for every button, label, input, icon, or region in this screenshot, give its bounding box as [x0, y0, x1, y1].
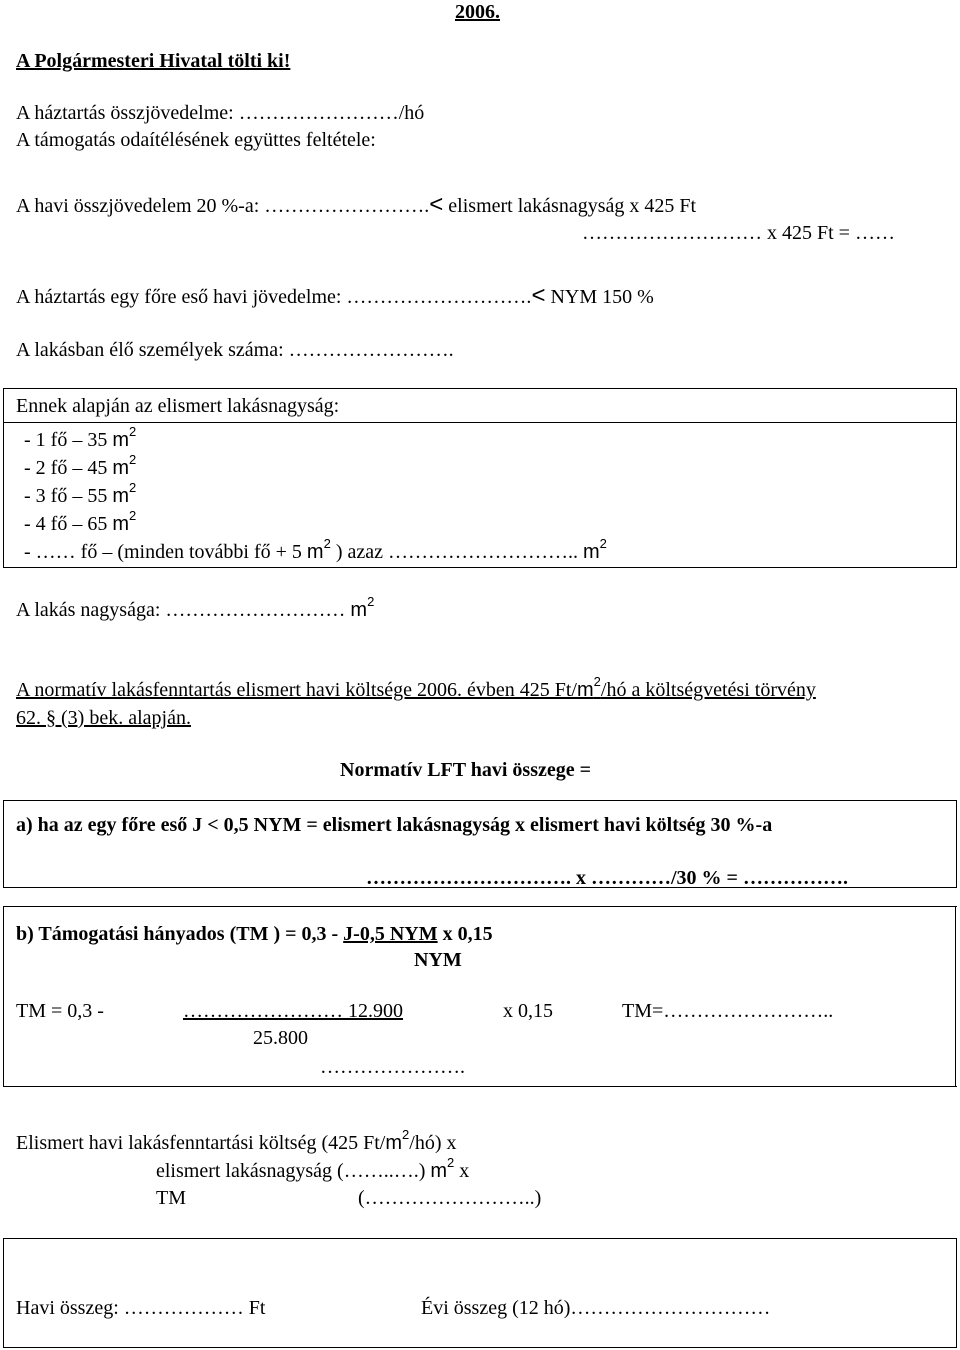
normative-cost-line	[16, 674, 816, 701]
unit-sup: 2	[599, 536, 607, 552]
unit-m: m	[112, 429, 129, 451]
yearly-amount: Évi összeg (12 hó)…………………………	[421, 1297, 771, 1319]
normative-cost-tail: /hó a költségvetési törvény	[600, 679, 816, 701]
office-title: A Polgármesteri Hivatal tölti ki!	[16, 50, 291, 72]
nym-threshold: NYM 150 %	[545, 286, 654, 308]
unit-sup: 2	[129, 480, 137, 496]
box-divider	[3, 422, 957, 423]
unit-m: m	[385, 1132, 403, 1154]
tm-box-top	[3, 906, 957, 907]
legal-reference: 62. § (3) bek. alapján.	[16, 707, 191, 729]
summary-tm-value: (……………………..)	[358, 1187, 542, 1209]
summary-size-text: elismert lakásnagyság (……..….)	[156, 1160, 431, 1182]
less-than-sign: <	[531, 282, 546, 309]
formula-result-line: ……………………… x 425 Ft = ……	[582, 222, 895, 244]
unit-m: m	[112, 485, 129, 507]
tm-calc-dots: ………………….	[320, 1056, 465, 1078]
year-label: 2006.	[455, 1, 500, 23]
unit-sup: 2	[129, 424, 137, 440]
unit-m: m	[582, 541, 600, 563]
summary-tm-label: TM	[156, 1187, 186, 1209]
tm-calc-denominator: 25.800	[253, 1027, 308, 1049]
size-row-2	[24, 452, 137, 479]
per-capita-income-line	[16, 284, 654, 308]
size-row-4	[24, 508, 137, 535]
summary-cost-text: Elismert havi lakásfenntartási költség (425 Ft/	[16, 1132, 386, 1154]
size-row-text: - 4 fő – 65	[24, 513, 113, 535]
unit-sup: 2	[402, 1127, 410, 1143]
additional-person-text: - …… fő – (minden további fő + 5	[24, 541, 307, 563]
unit-sup: 2	[367, 594, 375, 610]
monthly-income-20pct-line	[16, 193, 696, 217]
tm-calc-lhs: TM = 0,3 -	[16, 1000, 104, 1022]
unit-sup: 2	[593, 674, 601, 690]
unit-m: m	[430, 1160, 448, 1182]
unit-sup: 2	[323, 536, 331, 552]
tm-box-left	[3, 906, 4, 1086]
summary-line-1	[16, 1127, 457, 1154]
tm-calc-result: TM=……………………..	[622, 1000, 834, 1022]
flat-size-text: A lakás nagysága: ………………………	[16, 599, 351, 621]
totals-box	[3, 1238, 957, 1348]
lft-heading: Normatív LFT havi összege =	[340, 759, 592, 781]
household-income-line: A háztartás összjövedelme: ……………………/hó	[16, 102, 425, 124]
unit-m: m	[577, 679, 594, 701]
unit-m: m	[306, 541, 324, 563]
persons-count-line: A lakásban élő személyek száma: …………………….	[16, 339, 454, 361]
lft-a-condition: a) ha az egy főre eső J < 0,5 NYM = elismert lakásnagyság x elismert havi költség 30 %-a	[16, 814, 773, 836]
tm-calc-numerator: …………………… 12.900	[183, 1000, 403, 1022]
unit-m: m	[112, 457, 129, 479]
size-row-text: - 3 fő – 55	[24, 485, 113, 507]
size-row-text: - 1 fő – 35	[24, 429, 113, 451]
tm-box-bottom	[3, 1086, 957, 1087]
tm-formula	[16, 924, 493, 944]
total-size-text: ) azaz ………………………..	[330, 541, 583, 563]
unit-sup: 2	[129, 452, 137, 468]
size-row-text: - 2 fő – 45	[24, 457, 113, 479]
normative-cost-text: A normatív lakásfenntartás elismert havi költsége 2006. évben 425 Ft/	[16, 679, 577, 701]
per-capita-income-text: A háztartás egy főre eső havi jövedelme: ……………………….	[16, 286, 532, 308]
recognized-size-title: Ennek alapján az elismert lakásnagyság:	[16, 395, 340, 417]
summary-size-tail: x	[454, 1160, 470, 1182]
size-row-additional	[24, 536, 607, 563]
unit-sup: 2	[129, 508, 137, 524]
summary-cost-tail: /hó) x	[409, 1132, 457, 1154]
less-than-sign: <	[429, 191, 444, 218]
recognized-size-formula: elismert lakásnagyság x 425 Ft	[443, 195, 697, 217]
tm-calc-factor: x 0,15	[503, 1000, 553, 1022]
flat-size-line	[16, 594, 375, 621]
unit-sup: 2	[447, 1155, 455, 1171]
tm-formula-numerator: J-0,5 NYM	[343, 923, 438, 945]
unit-m: m	[350, 599, 368, 621]
unit-m: m	[112, 513, 129, 535]
condition-line: A támogatás odaítélésének együttes feltétele:	[16, 129, 376, 151]
tm-formula-prefix: b) Támogatási hányados (TM ) = 0,3 -	[16, 923, 344, 945]
size-row-1	[24, 424, 137, 451]
summary-line-2	[156, 1155, 470, 1182]
lft-a-formula: …………………………. x …………/30 % = …………….	[366, 867, 848, 889]
tm-formula-denominator: NYM	[414, 949, 462, 971]
size-row-3	[24, 480, 137, 507]
tm-formula-suffix: x 0,15	[437, 923, 493, 945]
monthly-income-20pct-text: A havi összjövedelem 20 %-a: …………………….	[16, 195, 430, 217]
monthly-amount: Havi összeg: ……………… Ft	[16, 1297, 266, 1319]
tm-box-right	[955, 906, 956, 1086]
